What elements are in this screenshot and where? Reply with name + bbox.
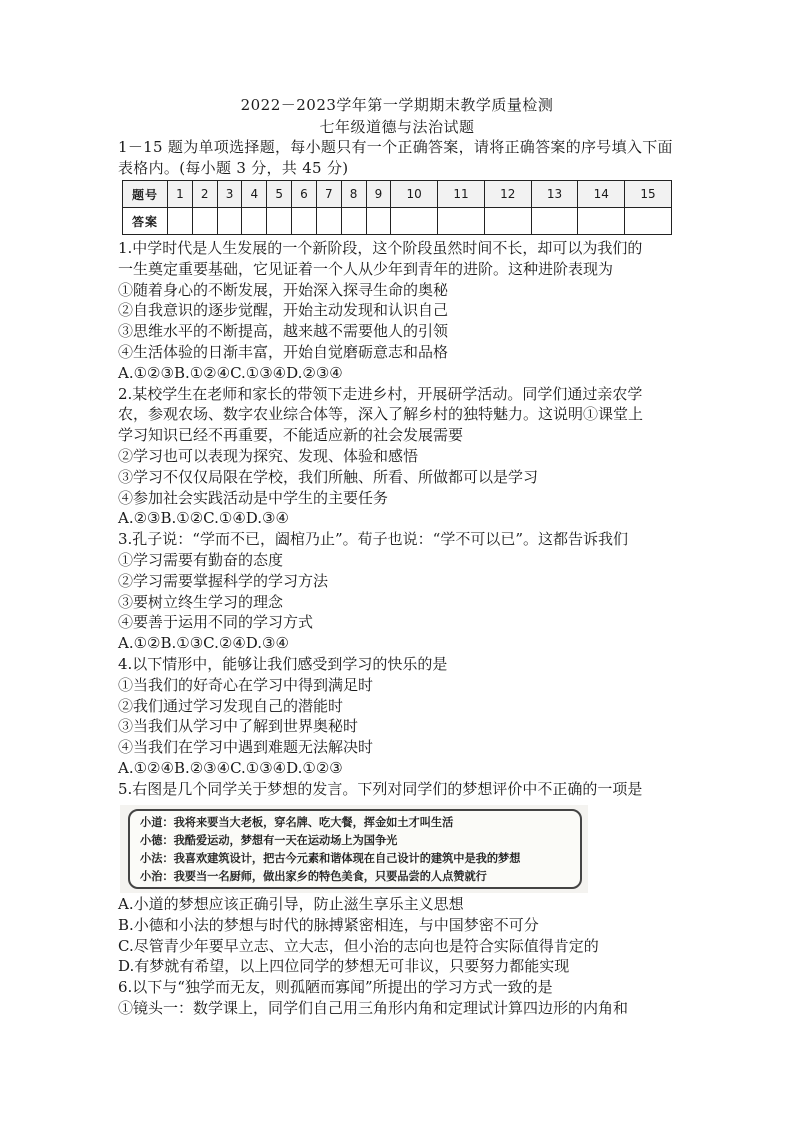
question-line: 2.某校学生在老师和家长的带领下走进乡村，开展研学活动。同学们通过亲农学 xyxy=(118,384,643,403)
option-line: ④当我们在学习中遇到难题无法解决时 xyxy=(118,738,374,757)
option-line: ②我们通过学习发现自己的潜能时 xyxy=(118,696,344,715)
question-number-cell: 2 xyxy=(192,181,217,208)
question-number-cell: 9 xyxy=(366,181,391,208)
option-line: ④要善于运用不同的学习方式 xyxy=(118,613,314,632)
question-number-row xyxy=(123,181,672,208)
answer-cell[interactable] xyxy=(438,208,485,235)
question-number-label: 题号 xyxy=(123,181,168,208)
answer-cell[interactable] xyxy=(192,208,217,235)
exam-subtitle: 七年级道德与法治试题 xyxy=(319,118,475,136)
question-number-cell: 3 xyxy=(217,181,242,208)
choice-line: D.有梦就有希望，以上四位同学的梦想无可非议，只要努力都能实现 xyxy=(118,957,570,976)
questions-body-continued xyxy=(118,894,680,1019)
option-line: ③要树立终生学习的理念 xyxy=(118,592,284,611)
question-number-cell: 8 xyxy=(341,181,366,208)
answer-cell[interactable] xyxy=(292,208,317,235)
question-number-cell: 6 xyxy=(292,181,317,208)
answer-cell[interactable] xyxy=(242,208,267,235)
question-number-cell: 10 xyxy=(391,181,438,208)
choice-line: A.②③B.①②C.①④D.③④ xyxy=(118,509,289,528)
choice-line: A.小道的梦想应该正确引导，防止滋生享乐主义思想 xyxy=(118,895,464,913)
choice-line: A.①②B.①③C.②④D.③④ xyxy=(118,634,289,653)
option-line: ④生活体验的日渐丰富，开始自觉磨砺意志和品格 xyxy=(118,342,449,361)
option-line: ③学习不仅仅局限在学校，我们所触、所看、所做都可以是学习 xyxy=(118,467,539,486)
question-line: 6.以下与“独学而无友，则孤陋而寡闻”所提出的学习方式一致的是 xyxy=(118,978,553,997)
choice-line: C.尽管青少年要早立志、立大志，但小治的志向也是符合实际值得肯定的 xyxy=(118,936,599,955)
answer-cell[interactable] xyxy=(391,208,438,235)
answer-cell[interactable] xyxy=(484,208,531,235)
question-number-cell: 11 xyxy=(438,181,485,208)
question-number-cell: 12 xyxy=(484,181,531,208)
figure-line: 小德：我酷爱运动，梦想有一天在运动场上为国争光 xyxy=(140,833,398,847)
question-line: 1.中学时代是人生发展的一个新阶段，这个阶段虽然时间不长，却可以为我们的 xyxy=(118,239,643,257)
choice-line: A.①②③B.①②④C.①③④D.②③④ xyxy=(118,363,343,382)
answer-row xyxy=(123,208,672,235)
answer-label: 答案 xyxy=(123,208,168,235)
answer-cell[interactable] xyxy=(625,208,672,235)
figure-line: 小法：我喜欢建筑设计，把古今元素和谐体现在自己设计的建筑中是我的梦想 xyxy=(140,851,521,865)
answer-cell[interactable] xyxy=(267,208,292,235)
question-number-cell: 4 xyxy=(242,181,267,208)
figure-line: 小治：我要当一名厨师，做出家乡的特色美食，只要品尝的人点赞就行 xyxy=(140,869,487,883)
exam-title: 2022－2023学年第一学期期末教学质量检测 xyxy=(240,96,554,114)
question-number-cell: 14 xyxy=(578,181,625,208)
answer-cell[interactable] xyxy=(217,208,242,235)
option-line: ②学习需要掌握科学的学习方法 xyxy=(118,571,329,590)
answer-cell[interactable] xyxy=(531,208,578,235)
choice-line: B.小德和小法的梦想与时代的脉搏紧密相连，与中国梦密不可分 xyxy=(118,915,539,934)
question-number-cell: 5 xyxy=(267,181,292,208)
questions-body xyxy=(118,238,680,800)
option-line: ③思维水平的不断提高，越来越不需要他人的引领 xyxy=(118,322,449,341)
answer-cell[interactable] xyxy=(366,208,391,235)
answer-cell[interactable] xyxy=(578,208,625,235)
question-number-cell: 13 xyxy=(531,181,578,208)
option-line: 学习知识已经不再重要，不能适应新的社会发展需要 xyxy=(118,426,464,445)
question-line: 一生奠定重要基础，它见证着一个人从少年到青年的进阶。这种进阶表现为 xyxy=(118,259,614,278)
question-line: 农，参观农场、数字农业综合体等，深入了解乡村的独特魅力。这说明①课堂上 xyxy=(118,405,644,424)
question-number-cell: 7 xyxy=(316,181,341,208)
option-line: ②自我意识的逐步觉醒，开始主动发现和认识自己 xyxy=(118,301,449,320)
figure-line: 小道：我将来要当大老板，穿名牌、吃大餐，挥金如土才叫生活 xyxy=(140,815,454,829)
answer-table xyxy=(122,180,672,235)
question-line: 3.孔子说：“学而不已，阖棺乃止”。荀子也说：“学不可以已”。这都告诉我们 xyxy=(118,530,628,549)
question-line: 4.以下情形中，能够让我们感受到学习的快乐的是 xyxy=(118,654,448,673)
answer-cell[interactable] xyxy=(168,208,193,235)
option-line: ①镜头一：数学课上，同学们自己用三角形内角和定理试计算四边形的内角和 xyxy=(118,998,629,1017)
option-line: ①随着身心的不断发展，开始深入探寻生命的奥秘 xyxy=(118,280,449,299)
answer-cell[interactable] xyxy=(341,208,366,235)
question-number-cell: 1 xyxy=(168,181,193,208)
option-line: ①当我们的好奇心在学习中得到满足时 xyxy=(118,675,374,694)
question-number-cell: 15 xyxy=(625,181,672,208)
option-line: ④参加社会实践活动是中学生的主要任务 xyxy=(118,488,389,507)
answer-cell[interactable] xyxy=(316,208,341,235)
figure-frame xyxy=(128,809,582,889)
section-instructions: 1－15 题为单项选择题，每小题只有一个正确答案，请将正确答案的序号填入下面表格内。(每小题 3 分，共 45 分) xyxy=(118,138,673,177)
question-line: 5.右图是几个同学关于梦想的发言。下列对同学们的梦想评价中不正确的一项是 xyxy=(118,779,643,798)
dream-statements-figure xyxy=(120,805,588,893)
option-line: ②学习也可以表现为探究、发现、体验和感悟 xyxy=(118,446,419,465)
choice-line: A.①②④B.②③④C.①③④D.①②③ xyxy=(118,758,343,777)
option-line: ①学习需要有勤奋的态度 xyxy=(118,550,284,569)
option-line: ③当我们从学习中了解到世界奥秘时 xyxy=(118,717,359,736)
